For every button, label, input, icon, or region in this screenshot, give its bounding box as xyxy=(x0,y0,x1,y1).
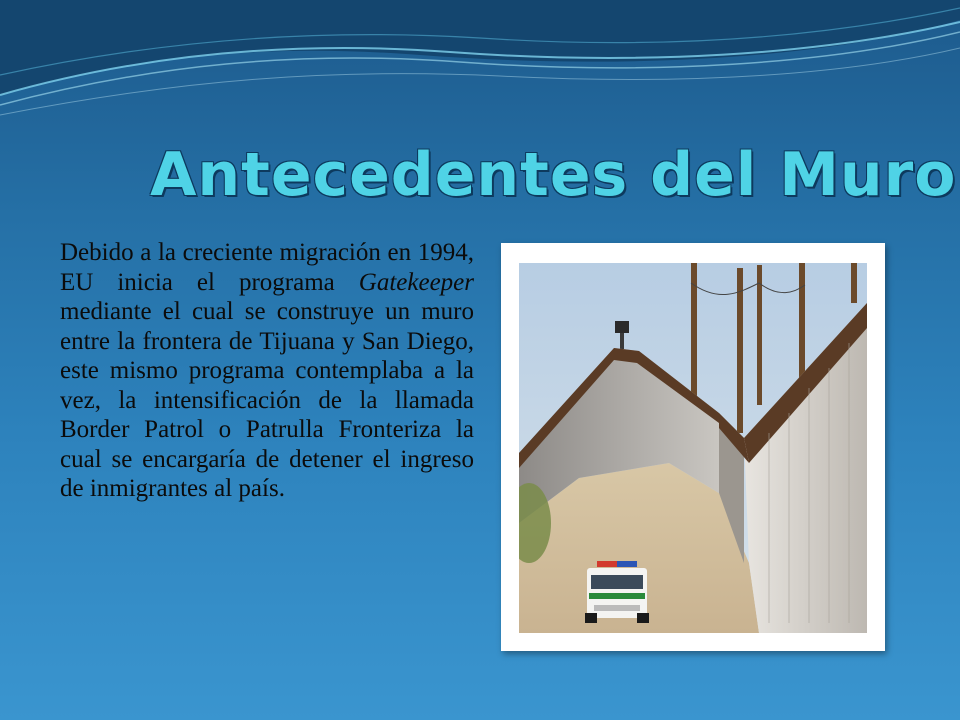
slide-body-text xyxy=(60,238,474,504)
body-text-before: Debido a la creciente migración en 1994, EU inicia el programa xyxy=(60,239,474,296)
border-wall-photo xyxy=(519,263,867,633)
slide-title: Antecedentes del Muro xyxy=(150,140,957,210)
body-text-after: mediante el cual se construye un muro entre la frontera de Tijuana y San Diego, este mismo programa contemplaba a la vez, la intensificación de la llamada Border Patrol o Patrulla Fronteriza la cual se encargaría de detener el ingreso de inmigrantes al país. xyxy=(60,298,474,502)
decorative-wave-header xyxy=(0,0,960,120)
body-text-emphasis: Gatekeeper xyxy=(358,268,474,296)
photo-frame xyxy=(501,243,885,651)
